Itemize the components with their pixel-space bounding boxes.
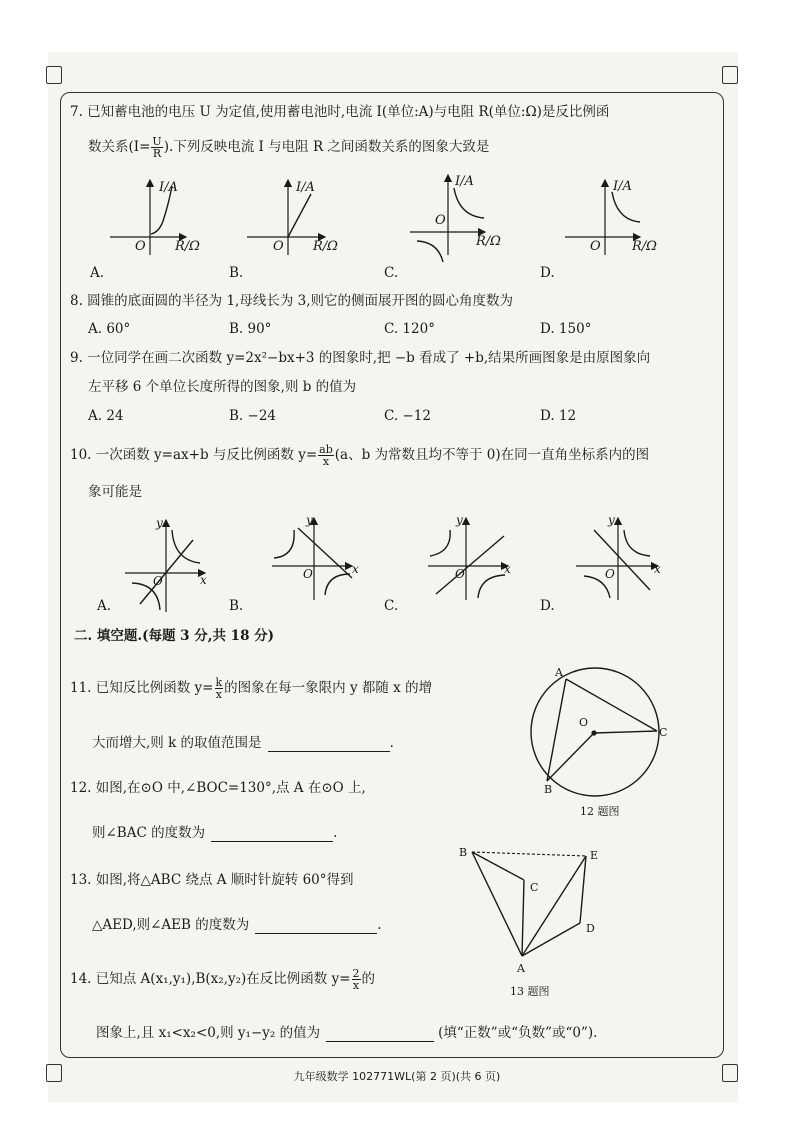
q10-c-origin: O: [455, 567, 465, 581]
q13-caption: 13 题图: [510, 985, 550, 998]
q10-d-origin: O: [605, 567, 615, 581]
q10-line1: 10. 一次函数 y=ax+b 与反比例函数 y= $\frac{ab}{x}$ (a、b 为常数且均不等于 0)在同一直角坐标系内的图: [70, 443, 650, 468]
q10-fraction: $\frac{ab}{x}$: [319, 443, 333, 468]
q7-a-origin: O: [135, 239, 146, 254]
q7-c-ylabel: I/A: [455, 174, 474, 189]
q8-option-d: D. 150°: [540, 321, 592, 337]
q12-label-b: B: [544, 783, 553, 796]
q7-b-xlabel: R/Ω: [313, 239, 338, 254]
q14-fraction: $\frac{2}{x}$: [352, 967, 360, 992]
q14-answer-blank[interactable]: [326, 1027, 434, 1042]
q8-option-b: B. 90°: [229, 321, 272, 337]
q10-a-ylabel: y: [156, 516, 163, 530]
q9-line1: 9. 一位同学在画二次函数 y=2x²−bx+3 的图象时,把 −b 看成了 +b,结果所画图象是由原图象向: [70, 350, 651, 366]
q14-line2: 图象上,且 x₁<x₂<0,则 y₁−y₂ 的值为 (填“正数”或“负数”或“0”).: [96, 1025, 598, 1041]
q10-b-ylabel: y: [306, 513, 313, 527]
q10-option-c: C.: [384, 598, 399, 614]
q8-text: 8. 圆锥的底面圆的半径为 1,母线长为 3,则它的侧面展开图的圆心角度数为: [70, 293, 514, 309]
q12-line1: 12. 如图,在⊙O 中,∠BOC=130°,点 A 在⊙O 上,: [70, 780, 366, 796]
q9-line2: 左平移 6 个单位长度所得的图象,则 b 的值为: [88, 379, 357, 395]
q13-line2: △AED,则∠AEB 的度数为 .: [92, 917, 382, 933]
q13-label-e: E: [590, 849, 599, 862]
q13-line1: 13. 如图,将△ABC 绕点 A 顺时针旋转 60°得到: [70, 872, 354, 888]
q9-option-b: B. −24: [229, 408, 276, 424]
q7-d-xlabel: R/Ω: [632, 239, 657, 254]
q8-option-a: A. 60°: [88, 321, 131, 337]
q12-line2: 则∠BAC 的度数为 .: [92, 825, 338, 841]
q9-option-a: A. 24: [88, 408, 124, 424]
q14-line1: 14. 已知点 A(x₁,y₁),B(x₂,y₂)在反比例函数 y= $\frac{2}{x}$ 的: [70, 967, 376, 992]
q7-option-b: B.: [229, 265, 244, 281]
q11-fraction: $\frac{k}{x}$: [215, 676, 223, 701]
q10-a-origin: O: [153, 574, 163, 588]
q7-c-origin: O: [435, 213, 446, 228]
q10-line2: 象可能是: [88, 484, 142, 500]
q11-line1: 11. 已知反比例函数 y= $\frac{k}{x}$ 的图象在每一象限内 y 都随 x 的增: [70, 676, 433, 701]
q13-label-b: B: [459, 846, 468, 859]
q12-label-c: C: [659, 726, 668, 739]
q7-option-d: D.: [540, 265, 555, 281]
q10-c-xlabel: x: [504, 562, 511, 576]
q7-option-c: C.: [384, 265, 399, 281]
q10-option-b: B.: [229, 598, 244, 614]
q10-b-xlabel: x: [352, 562, 359, 576]
q13-label-a: A: [517, 962, 525, 975]
q13-label-c: C: [530, 881, 539, 894]
q8-option-c: C. 120°: [384, 321, 435, 337]
q11-line2: 大而增大,则 k 的取值范围是 .: [92, 735, 394, 751]
q7-a-ylabel: I/A: [159, 180, 178, 195]
q7-b-ylabel: I/A: [296, 180, 315, 195]
q13-label-d: D: [586, 922, 595, 935]
q10-d-xlabel: x: [654, 562, 661, 576]
q7-d-origin: O: [590, 239, 601, 254]
q10-d-ylabel: y: [608, 513, 615, 527]
section-fill-in-title: 二. 填空题.(每题 3 分,共 18 分): [74, 628, 275, 644]
q7-line2: 数关系(I= $\frac{U}{R}$ ).下列反映电流 I 与电阻 R 之间函数关系的图象大致是: [88, 135, 490, 160]
q7-a-xlabel: R/Ω: [175, 239, 200, 254]
q9-option-d: D. 12: [540, 408, 577, 424]
q10-option-d: D.: [540, 598, 555, 614]
q9-option-c: C. −12: [384, 408, 431, 424]
q10-option-a: A.: [97, 598, 112, 614]
q12-label-o: O: [579, 716, 589, 729]
q7-line1: 7. 已知蓄电池的电压 U 为定值,使用蓄电池时,电流 I(单位:A)与电阻 R(单位:Ω)是反比例函: [70, 104, 610, 120]
q7-d-ylabel: I/A: [613, 179, 632, 194]
q7-b-origin: O: [273, 239, 284, 254]
q7-fraction: $\frac{U}{R}$: [152, 135, 162, 160]
q12-caption: 12 题图: [580, 805, 620, 818]
page-footer: 九年级数学 102771WL(第 2 页)(共 6 页): [293, 1070, 501, 1083]
q10-b-origin: O: [303, 567, 313, 581]
q10-a-xlabel: x: [200, 573, 207, 587]
q10-c-ylabel: y: [456, 513, 463, 527]
q7-c-xlabel: R/Ω: [476, 234, 501, 249]
q12-label-a: A: [555, 666, 563, 679]
q7-option-a: A.: [90, 265, 105, 281]
